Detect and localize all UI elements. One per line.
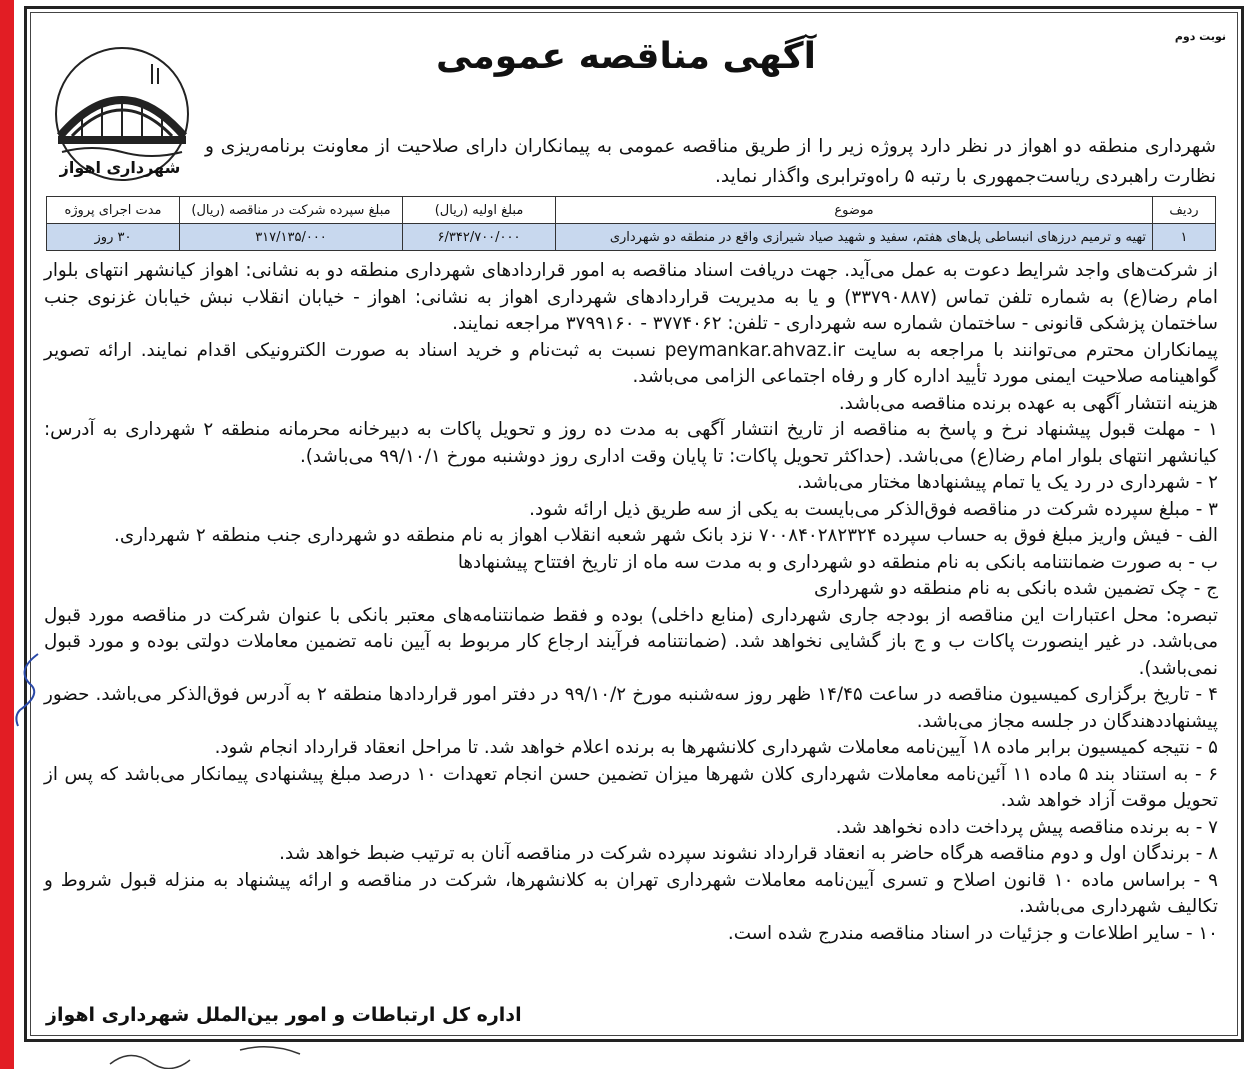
clause-1: ۱ - مهلت قبول پیشنهاد نرخ و پاسخ به مناقصه از تاریخ انتشار آگهی به مدت ده روز و تحویل پاکات به دبیرخانه محرمانه منطقه ۲ شهرداری به آدرس: کیانشهر انتهای بلوار امام رضا(ع) می‌باشد. (حداکثر تحویل پاکات: تا پایان وقت اداری روز دوشنبه مورخ ۹۹/۱۰/۱ می‌باشد).: [44, 419, 1218, 467]
clause-3-a: الف - فیش واریز مبلغ فوق به حساب سپرده ۷۰۰۸۴۰۲۸۲۳۲۴ نزد بانک شهر شعبه انقلاب اهواز به نام منطقه دو شهرداری جنب منطقه ۲ شهرداری.: [114, 525, 1218, 546]
paragraph-cost: هزینه انتشار آگهی به عهده برنده مناقصه می‌باشد.: [838, 392, 1218, 414]
handwritten-mark-icon: [8, 650, 48, 730]
paragraph-website: پیمانکاران محترم می‌توانند با مراجعه به سایت peymankar.ahvaz.ir نسبت به ثبت‌نام و خرید اسناد به صورت الکترونیکی اقدام نمایند. ارائه تصویر گواهینامه صلاحیت ایمنی مورد تأیید اداره کار و رفاه اجتماعی الزامی می‌باشد.: [44, 339, 1218, 387]
intro-paragraph: شهرداری منطقه دو اهواز در نظر دارد پروژه زیر را از طریق مناقصه عمومی به پیمانکاران دارای صلاحیت از معاونت برنامه‌ریزی و نظارت راهبردی ریاست‌جمهوری با رتبه ۵ راه‌وترابری واگذار نماید.: [205, 136, 1216, 187]
cell-deposit-amount: ۳۱۷/۱۳۵/۰۰۰: [180, 224, 403, 251]
notice-body: [44, 258, 1218, 947]
left-red-margin: [0, 0, 14, 1069]
table-row: [47, 224, 1216, 251]
cell-row-number: ۱: [1153, 224, 1216, 251]
issuer-footer: اداره کل ارتباطات و امور بین‌الملل شهرداری اهواز: [46, 1004, 522, 1026]
cell-subject: تهیه و ترمیم درزهای انبساطی پل‌های هفتم، سفید و شهید صیاد شیرازی واقع در منطقه دو شهرداری: [556, 224, 1153, 251]
clause-4: ۴ - تاریخ برگزاری کمیسیون مناقصه در ساعت ۱۴/۴۵ ظهر روز سه‌شنبه مورخ ۹۹/۱۰/۲ در دفتر امور قراردادها منطقه ۲ به آدرس فوق‌الذکر می‌باشد. حضور پیشنهاددهندگان در جلسه مجاز می‌باشد.: [44, 684, 1218, 732]
notice-title: آگهی مناقصه عمومی: [436, 36, 816, 77]
clause-3: ۳ - مبلغ سپرده شرکت در مناقصه فوق‌الذکر می‌بایست به یکی از سه طریق ذیل ارائه شود.: [529, 498, 1218, 520]
header-row-number: ردیف: [1153, 197, 1216, 224]
handwritten-scribble-icon: [100, 1040, 320, 1069]
clause-3-c: ج - چک تضمین شده بانکی به نام منطقه دو شهرداری: [813, 578, 1218, 599]
cell-duration: ۳۰ روز: [47, 224, 180, 251]
cell-initial-amount: ۶/۳۴۲/۷۰۰/۰۰۰: [403, 224, 556, 251]
clause-2: ۲ - شهرداری در رد یک یا تمام پیشنهادها مختار می‌باشد.: [796, 472, 1218, 493]
header-initial-amount: مبلغ اولیه (ریال): [403, 197, 556, 224]
logo-caption: شهرداری اهواز: [59, 158, 181, 177]
project-table: [46, 196, 1216, 251]
header-duration: مدت اجرای پروژه: [47, 197, 180, 224]
clause-9: ۹ - براساس ماده ۱۰ قانون اصلاح و تسری آیین‌نامه معاملات شهرداری تهران به کلانشهرها، شرکت در مناقصه و ارائه پیشنهاد به منزله قبول شروط و تکالیف شهرداری می‌باشد.: [44, 869, 1218, 917]
note-paragraph: تبصره: محل اعتبارات این مناقصه از بودجه جاری شهرداری (منابع داخلی) بوده و فقط ضمانتنامه‌های معتبر بانکی با عنوان شرکت در مناقصه مورد قبول می‌باشد. در غیر اینصورت پاکات ب و ج باز گشایی نخواهد شد. (ضمانتنامه فرآیند ارجاع کار مربوط به آیین نامه تضمین معاملات دولتی بوده و مورد قبول نمی‌باشد).: [44, 604, 1218, 679]
publication-turn-label: نوبت دوم: [1174, 30, 1226, 43]
clause-3-b: ب - به صورت ضمانتنامه بانکی به نام منطقه دو شهرداری و به مدت سه ماه از تاریخ افتتاح پیشنهادها: [457, 551, 1218, 573]
paragraph-documents: از شرکت‌های واجد شرایط دعوت به عمل می‌آید. جهت دریافت اسناد مناقصه به امور قراردادهای شهرداری منطقه دو به نشانی: اهواز کیانشهر انتهای بلوار امام رضا(ع) به شماره تلفن تماس (۳۳۷۹۰۸۸۷) و یا به مدیریت قراردادهای شهرداری اهواز به نشانی: اهواز - خیابان انقلاب نبش خیابان غزنوی جنب ساختمان پزشکی قانونی - ساختمان شماره سه شهرداری - تلفن: ۳۷۷۴۰۶۲ - ۳۷۹۹۱۶۰ مراجعه نمایند.: [44, 260, 1219, 334]
clause-8: ۸ - برندگان اول و دوم مناقصه هرگاه حاضر به انعقاد قرارداد نشوند سپرده شرکت در مناقصه آنان به ترتیب ضبط خواهد شد.: [279, 843, 1218, 864]
header-subject: موضوع: [556, 197, 1153, 224]
clause-6: ۶ - به استناد بند ۵ ماده ۱۱ آئین‌نامه معاملات شهرداری کلان شهرها میزان تضمین حسن انجام تعهدات ۱۰ درصد مبلغ پیشنهادی پیمانکار می‌باشد که پس از تحویل موقت آزاد خواهد شد.: [44, 763, 1218, 811]
header-deposit-amount: مبلغ سپرده شرکت در مناقصه (ریال): [180, 197, 403, 224]
table-header-row: [47, 197, 1216, 224]
clause-7: ۷ - به برنده مناقصه پیش پرداخت داده نخواهد شد.: [835, 816, 1218, 838]
clause-5: ۵ - نتیجه کمیسیون برابر ماده ۱۸ آیین‌نامه معاملات شهرداری کلانشهرها به برنده اعلام خواهد شد. تا مراحل انعقاد قرارداد انجام شود.: [214, 737, 1218, 758]
clause-10: ۱۰ - سایر اطلاعات و جزئیات در اسناد مناقصه مندرج شده است.: [727, 922, 1218, 944]
